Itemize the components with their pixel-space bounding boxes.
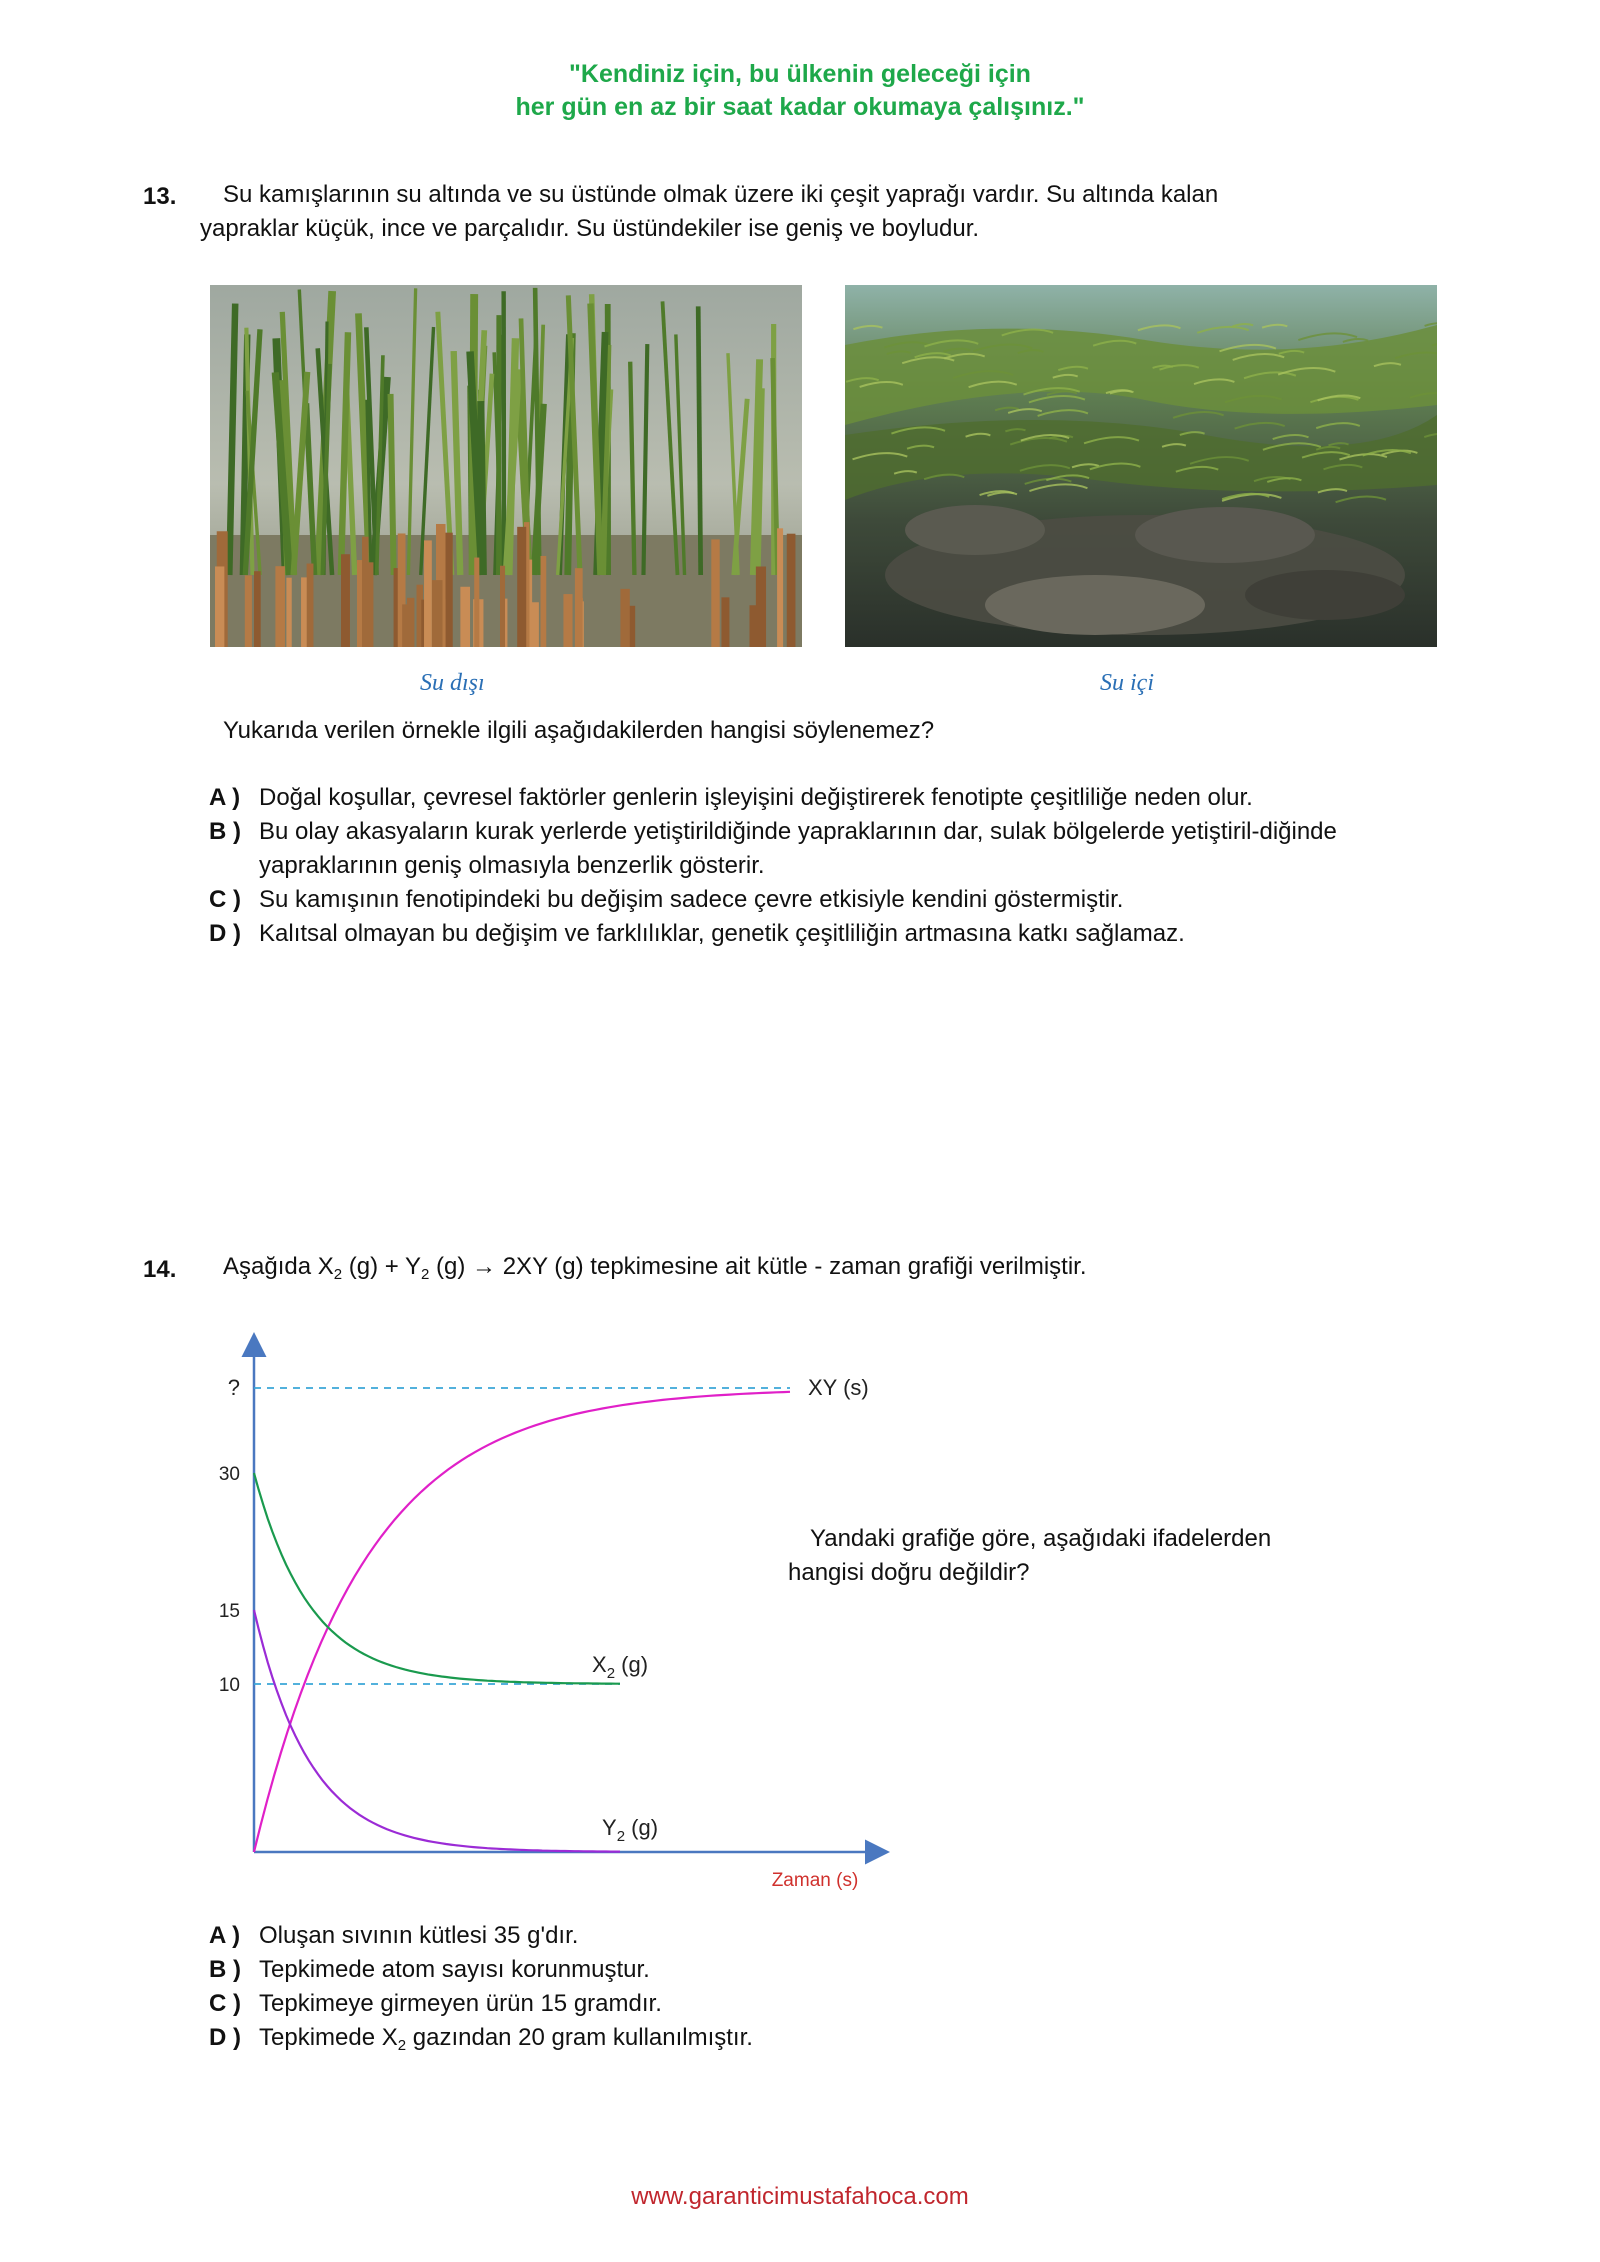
y-tick-label: 10: [218, 1675, 240, 1696]
series-line-xy: [254, 1392, 790, 1852]
option-14-b[interactable]: [209, 1953, 1389, 1987]
option-text: Tepkimeye girmeyen ürün 15 gramdır.: [259, 1990, 662, 2017]
subscript: 2: [397, 2037, 407, 2054]
option-14-d[interactable]: [209, 2021, 1389, 2063]
mass-time-chart: [190, 1330, 930, 1900]
question-13-prompt: Yukarıda verilen örnekle ilgili aşağıdakilerden hangisi söylenemez?: [223, 717, 935, 744]
option-letter: B ): [209, 1956, 241, 1983]
intro-part: (g) → 2XY (g) tepkimesine ait kütle - zaman grafiği verilmiştir.: [429, 1253, 1087, 1280]
question-14-options: [209, 1919, 1389, 2063]
series-label: XY (s): [808, 1375, 869, 1400]
option-text: Tepkimede atom sayısı korunmuştur.: [259, 1956, 650, 1983]
option-13-d[interactable]: [209, 917, 1389, 951]
option-letter: B ): [209, 818, 241, 845]
x-axis-label: Zaman (s): [771, 1870, 859, 1891]
intro-part: Aşağıda X: [223, 1253, 334, 1280]
series-label: $Y_2$ (g): [602, 1815, 659, 1845]
question-14-intro: [223, 1250, 1086, 1292]
y-tick-label: ?: [227, 1375, 240, 1400]
option-letter: A ): [209, 1922, 241, 1949]
option-text: [259, 2021, 1389, 2063]
subscript: 2: [333, 1266, 343, 1283]
option-13-a[interactable]: [209, 781, 1389, 815]
series-label: $X_2$ (g): [592, 1652, 649, 1682]
series-line-x2: [254, 1473, 620, 1684]
option-14-a[interactable]: [209, 1919, 1389, 1953]
option-text-part: gazından 20 gram kullanılmıştır.: [406, 2024, 753, 2051]
intro-part: (g) + Y: [342, 1253, 422, 1280]
option-letter: D ): [209, 2024, 241, 2051]
caption-above-water: Su dışı: [420, 670, 485, 696]
option-text: Su kamışının fenotipindeki bu değişim sadece çevre etkisiyle kendini göstermiştir.: [259, 886, 1124, 913]
option-letter: A ): [209, 784, 241, 811]
underwater-reeds-photo: [845, 285, 1437, 647]
question-13-number: 13.: [143, 183, 177, 210]
y-tick-label: 30: [218, 1464, 240, 1485]
y-tick-label: 15: [218, 1601, 240, 1622]
question-13-intro-line-1: Su kamışlarının su altında ve su üstünde olmak üzere iki çeşit yaprağı vardır. Su altında kalan: [223, 181, 1219, 208]
question-13-options: [209, 781, 1389, 951]
question-14-side-line-1: Yandaki grafiğe göre, aşağıdaki ifadelerden: [810, 1525, 1272, 1552]
option-text: Kalıtsal olmayan bu değişim ve farklılıklar, genetik çeşitliliğin artmasına katkı sağlamaz.: [259, 920, 1185, 947]
option-13-c[interactable]: [209, 883, 1389, 917]
question-14-number: 14.: [143, 1256, 177, 1283]
question-14-side-line-2: hangisi doğru değildir?: [788, 1559, 1030, 1586]
subscript: 2: [421, 1266, 430, 1283]
option-14-c[interactable]: [209, 1987, 1389, 2021]
series-line-y2: [254, 1610, 620, 1852]
motto-line-2: her gün en az bir saat kadar okumaya çalışınız.": [515, 93, 1085, 121]
motto: [0, 58, 1600, 124]
option-letter: C ): [209, 886, 241, 913]
motto-line-1: "Kendiniz için, bu ülkenin geleceği için: [569, 60, 1031, 88]
option-letter: D ): [209, 920, 241, 947]
option-letter: C ): [209, 1990, 241, 2017]
option-text: Oluşan sıvının kütlesi 35 g'dır.: [259, 1922, 579, 1949]
option-text: Doğal koşullar, çevresel faktörler genlerin işleyişini değiştirerek fenotipte çeşitliliğe neden olur.: [259, 784, 1253, 811]
option-13-b[interactable]: [209, 815, 1389, 883]
footer-url: www.garanticimustafahoca.com: [631, 2183, 969, 2210]
question-13-intro-line-2: yapraklar küçük, ince ve parçalıdır. Su üstündekiler ise geniş ve boyludur.: [200, 215, 980, 242]
option-text: Bu olay akasyaların kurak yerlerde yetiştirildiğinde yapraklarının dar, sulak bölgelerde yetiştiril-diğinde yapraklarının geniş olmasıyla benzerlik gösterir.: [259, 818, 1337, 879]
option-text-part: Tepkimede X: [259, 2024, 398, 2051]
caption-underwater: Su içi: [1100, 670, 1154, 696]
reeds-above-water-photo: [210, 285, 802, 647]
